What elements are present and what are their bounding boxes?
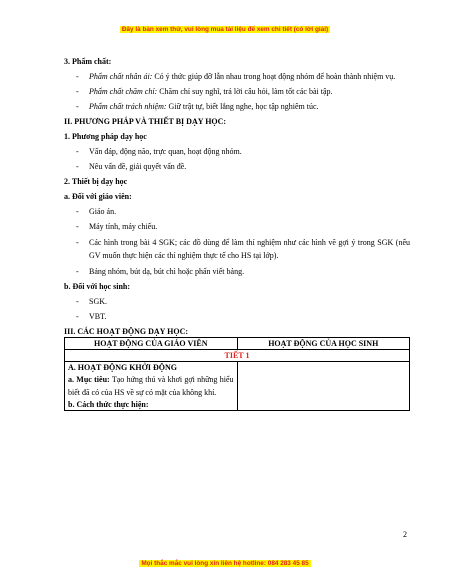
hotline-banner-text: Mọi thắc mắc vui lòng xin liên hệ hotline: 084 283 45 85	[141, 560, 309, 567]
quality-label: Phẩm chất chăm chỉ:	[89, 87, 158, 96]
list-item-text: Bảng nhóm, bút dạ, bút chì hoặc phấn viết bảng.	[89, 267, 245, 276]
preview-banner	[0, 26, 450, 33]
equipment-heading: 2. Thiết bị dạy học	[64, 177, 128, 186]
table-row	[65, 362, 410, 411]
teacher-heading: a. Đối với giáo viên:	[64, 192, 132, 201]
activities-table	[64, 337, 410, 411]
teacher-column-header: HOẠT ĐỘNG CỦA GIÁO VIÊN	[65, 338, 238, 350]
list-dash: -	[76, 222, 79, 231]
list-item	[64, 206, 410, 217]
list-dash: -	[76, 102, 79, 111]
section-3-heading: 3. Phẩm chất:	[64, 57, 112, 66]
quality-label: Phẩm chất nhân ái:	[89, 72, 153, 81]
goal-label: a. Mục tiêu:	[68, 375, 110, 384]
list-item-text: Máy tính, máy chiếu.	[89, 222, 158, 231]
list-item-text: Các hình trong bài 4 SGK; các đồ dùng để làm thí nghiệm như các hình vẽ gợi ý trong SGK (nếu GV muốn thực hiện các thí nghiệm thực tế cho HS tại lớp).	[89, 238, 410, 260]
document-body	[64, 56, 410, 411]
section-iii-heading: III. CÁC HOẠT ĐỘNG DẠY HỌC:	[64, 327, 189, 336]
quality-label: Phẩm chất trách nhiệm:	[89, 102, 167, 111]
activity-a-heading: A. HOẠT ĐỘNG KHỞI ĐỘNG	[68, 363, 177, 372]
list-item	[64, 161, 410, 172]
goal-paragraph	[68, 373, 234, 399]
list-dash: -	[76, 238, 79, 247]
page-number: 2	[403, 530, 407, 539]
list-dash: -	[76, 312, 79, 321]
student-heading: b. Đối với học sinh:	[64, 282, 130, 291]
student-activity-cell	[237, 362, 410, 411]
student-column-header: HOẠT ĐỘNG CỦA HỌC SINH	[237, 338, 410, 350]
quality-text: Chăm chỉ suy nghĩ, trả lời câu hỏi, làm tốt các bài tập.	[157, 87, 333, 96]
list-dash: -	[76, 147, 79, 156]
list-dash: -	[76, 162, 79, 171]
table-header-row	[65, 338, 410, 350]
list-item-text: Vấn đáp, động não, trực quan, hoạt động nhóm.	[89, 147, 242, 156]
quality-text: Có ý thức giúp đỡ lẫn nhau trong hoạt động nhóm để hoàn thành nhiệm vụ.	[152, 72, 396, 81]
list-item	[64, 71, 410, 82]
list-dash: -	[76, 87, 79, 96]
table-row	[65, 350, 410, 362]
hotline-banner	[0, 560, 450, 567]
list-item	[64, 221, 410, 232]
section-ii-heading: II. PHƯƠNG PHÁP VÀ THIẾT BỊ DẠY HỌC:	[64, 117, 227, 126]
list-item-text: SGK.	[89, 297, 108, 306]
list-item	[64, 266, 410, 277]
list-dash: -	[76, 72, 79, 81]
goal-text: Tạo hứng thú và khơi gợi những hiểu biết đã có của HS về sự có mặt của không khí.	[68, 375, 234, 397]
list-dash: -	[76, 297, 79, 306]
list-item	[64, 86, 410, 97]
list-item	[64, 101, 410, 112]
list-item	[64, 311, 410, 322]
list-item-text: Nêu vấn đề, giải quyết vấn đề.	[89, 162, 187, 171]
list-item-text: Giáo án.	[89, 207, 117, 216]
lesson-period-label: TIẾT 1	[65, 350, 410, 362]
preview-banner-text: Đây là bản xem thử, vui lòng mua tài liệu để xem chi tiết (có lời giải)	[121, 26, 329, 33]
methods-heading: 1. Phương pháp dạy học	[64, 132, 147, 141]
list-item	[64, 296, 410, 307]
list-item	[64, 236, 410, 262]
teacher-activity-cell	[65, 362, 238, 411]
list-item-text: VBT.	[89, 312, 107, 321]
list-dash: -	[76, 207, 79, 216]
method-label: b. Cách thức thực hiện:	[68, 400, 149, 409]
list-item	[64, 146, 410, 157]
list-dash: -	[76, 267, 79, 276]
quality-text: Giữ trật tự, biết lắng nghe, học tập nghiêm túc.	[166, 102, 319, 111]
